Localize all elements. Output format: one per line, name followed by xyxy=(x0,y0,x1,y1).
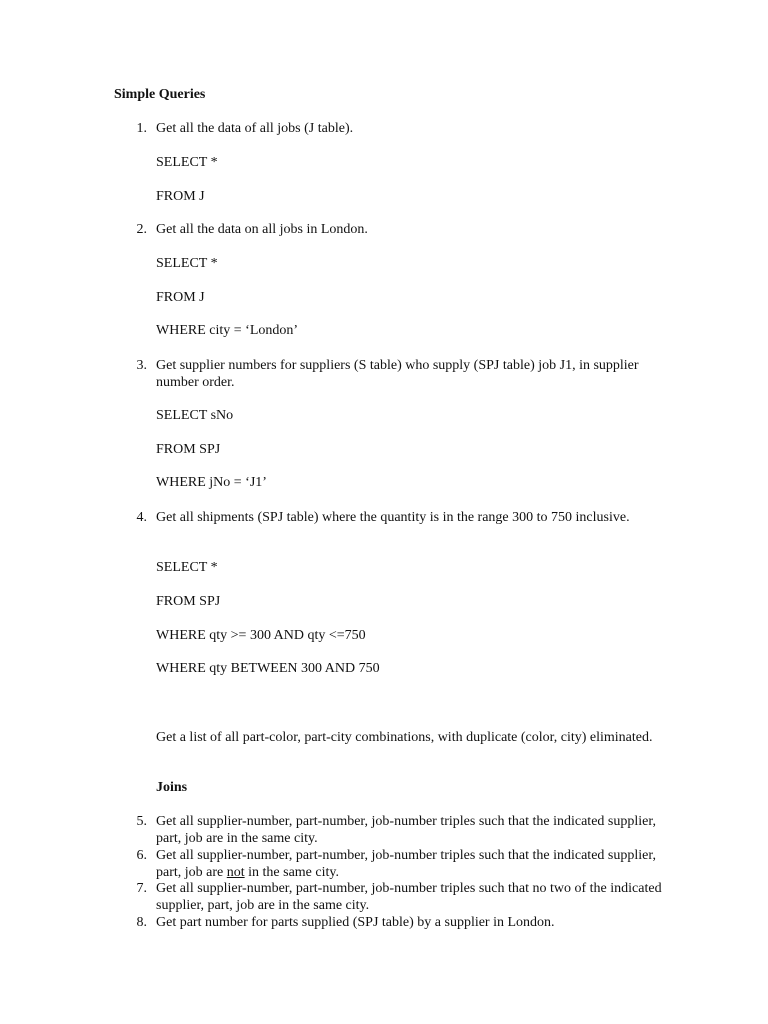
question-6-text xyxy=(156,848,666,881)
sql-line: SELECT * xyxy=(156,560,218,575)
sql-line: SELECT * xyxy=(156,155,218,170)
section-title: Simple Queries xyxy=(114,87,206,102)
sql-line: WHERE jNo = ‘J1’ xyxy=(156,475,267,490)
question-3-text: Get supplier numbers for suppliers (S table) who supply (SPJ table) job J1, in supplier number order. xyxy=(156,358,639,390)
question-2-text: Get all the data on all jobs in London. xyxy=(156,222,368,237)
question-4-number: 4. xyxy=(136,510,147,525)
question-1-number: 1. xyxy=(136,121,147,136)
sql-line: SELECT sNo xyxy=(156,408,234,423)
question-6-emphasis: not xyxy=(226,864,245,880)
question-6-number: 6. xyxy=(136,848,147,863)
question-7-number: 7. xyxy=(136,881,147,896)
extra-question-text: Get a list of all part-color, part-city combinations, with duplicate (color, city) eliminated. xyxy=(156,730,653,745)
question-5-text: Get all supplier-number, part-number, job-number triples such that the indicated supplier, part, job are in the same city. xyxy=(156,814,656,846)
sql-line: WHERE city = ‘London’ xyxy=(156,323,299,338)
sql-line: WHERE qty >= 300 AND qty <=750 xyxy=(156,628,366,643)
sql-line: WHERE qty BETWEEN 300 AND 750 xyxy=(156,661,380,676)
sql-line: FROM SPJ xyxy=(156,594,221,609)
question-6-text-after: in the same city. xyxy=(244,864,339,880)
question-4-text: Get all shipments (SPJ table) where the quantity is in the range 300 to 750 inclusive. xyxy=(156,510,630,525)
question-5-number: 5. xyxy=(136,814,147,829)
question-7-text: Get all supplier-number, part-number, job-number triples such that no two of the indicated supplier, part, job are in the same city. xyxy=(156,881,662,913)
joins-title: Joins xyxy=(156,780,188,795)
question-8-text: Get part number for parts supplied (SPJ table) by a supplier in London. xyxy=(156,915,555,930)
question-2-number: 2. xyxy=(136,222,147,237)
question-6-text-before: Get all supplier-number, part-number, job-number triples such that the indicated supplier, part, job are xyxy=(156,848,656,880)
question-3-number: 3. xyxy=(136,358,147,373)
sql-line: FROM SPJ xyxy=(156,442,221,457)
question-8-number: 8. xyxy=(136,915,147,930)
sql-line: FROM J xyxy=(156,290,205,305)
question-1-text: Get all the data of all jobs (J table). xyxy=(156,121,354,136)
sql-line: FROM J xyxy=(156,189,205,204)
sql-line: SELECT * xyxy=(156,256,218,271)
